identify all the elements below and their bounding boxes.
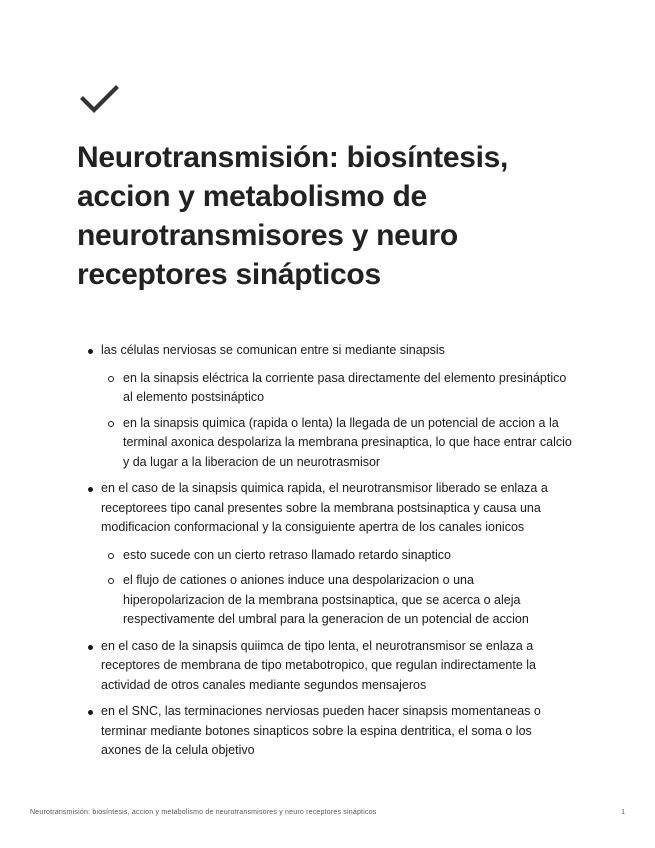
list-item-text: en el caso de la sinapsis quiimca de tipo lenta, el neurotransmisor se enlaza a receptores de membrana de tipo metabotropico, que regulan indirectamente la actividad de otros canales mediante segundos mensajeros xyxy=(101,638,536,692)
list-item-text: en el caso de la sinapsis quimica rapida, el neurotransmisor liberado se enlaza a receptorees tipo canal presentes sobre la membrana postsinaptica y causa una modificacion conformacional y la consiguiente apertra de los canales ionicos xyxy=(101,481,548,534)
bullet-circle xyxy=(108,553,114,559)
bullet-circle xyxy=(108,421,114,427)
sub-list-item xyxy=(101,369,575,408)
sub-list-item xyxy=(101,571,575,630)
sub-list-item-text: el flujo de cationes o aniones induce una despolarizacion o una hiperopolarizacion de la membrana postsinaptica, que se acerca o aleja respectivamente del umbral para la generacion de un potencial de accion xyxy=(123,573,529,626)
list-item xyxy=(0,479,655,630)
list-item xyxy=(0,702,655,761)
bullet-dot xyxy=(88,710,93,715)
sub-list xyxy=(101,369,575,473)
list-item xyxy=(0,341,655,472)
footer-title: Neurotransmisión: biosíntesis, accion y metabolismo de neurotransmisores y neuro receptores sinápticos xyxy=(30,809,377,816)
bullet-dot xyxy=(88,487,93,492)
sub-list-item-text: en la sinapsis eléctrica la corriente pasa directamente del elemento presináptico al elemento postsináptico xyxy=(123,370,567,404)
bullet-circle xyxy=(108,376,114,382)
sub-list-item-text: esto sucede con un cierto retraso llamado retardo sinaptico xyxy=(123,547,451,562)
page-number: 1 xyxy=(621,809,625,816)
sub-list-item-text: en la sinapsis quimica (rapida o lenta) la llegada de un potencial de accion a la terminal axonica despolariza la membrana presinaptica, lo que hace entrar calcio y da lugar a la liberacion de un neurotrasmisor xyxy=(123,415,572,469)
sub-list-item xyxy=(101,546,575,566)
checkmark-icon xyxy=(80,84,120,116)
bullet-dot xyxy=(88,349,93,354)
bullet-circle xyxy=(108,578,114,584)
sub-list xyxy=(101,546,575,630)
bullet-list xyxy=(0,341,655,761)
content-body xyxy=(0,341,655,768)
list-item-text: en el SNC, las terminaciones nerviosas pueden hacer sinapsis momentaneas o terminar mediante botones sinapticos sobre la espina dentritica, el soma o los axones de la celula objetivo xyxy=(101,704,541,757)
bullet-dot xyxy=(88,645,93,650)
list-item xyxy=(0,637,655,696)
sub-list-item xyxy=(101,414,575,473)
page-title: Neurotransmisión: biosíntesis, accion y metabolismo de neurotransmisores y neuro receptores sinápticos xyxy=(77,141,509,291)
list-item-text: las células nerviosas se comunican entre si mediante sinapsis xyxy=(101,343,445,357)
